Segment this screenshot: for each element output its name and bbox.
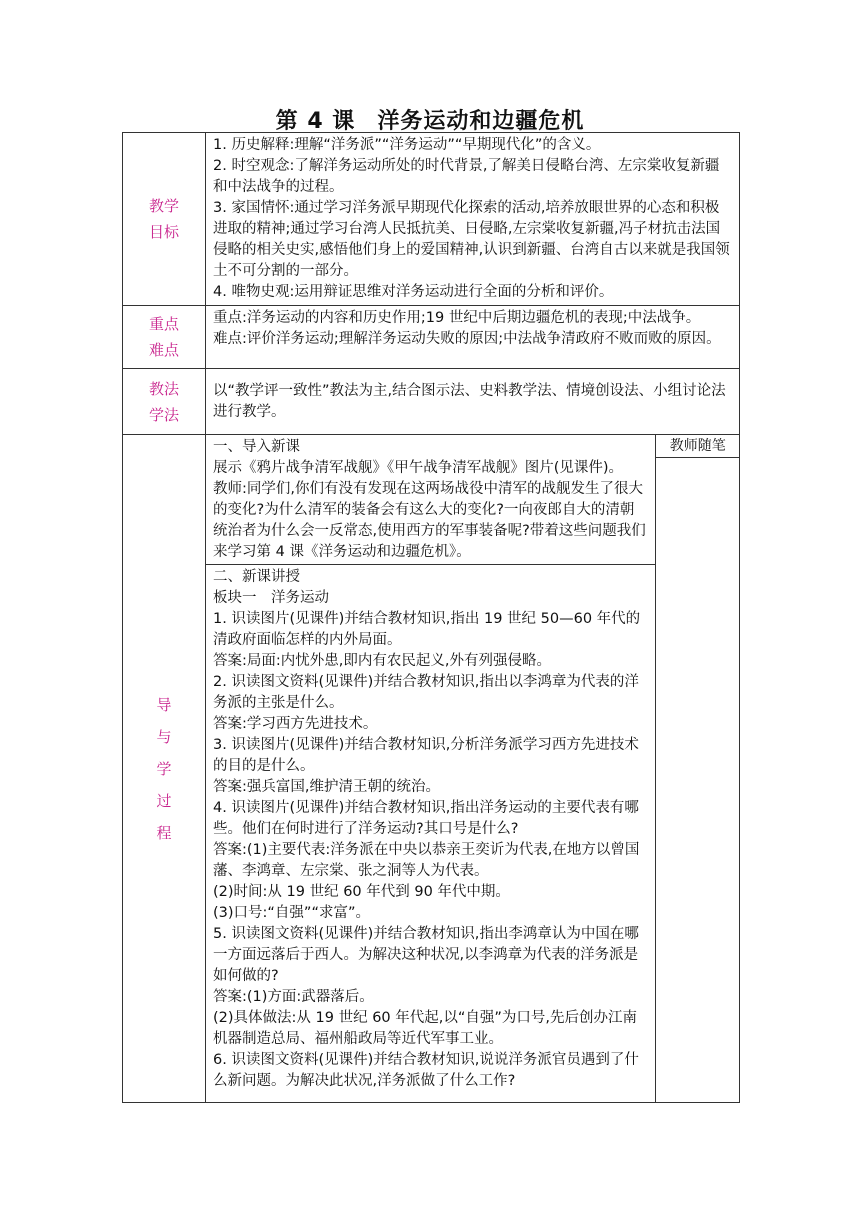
methods-label: [123, 369, 206, 435]
label-line: 学: [156, 759, 172, 778]
lesson-line: 答案:局面:内忧外患,即内有农民起义,外有列强侵略。: [213, 653, 551, 669]
lesson-heading: 二、新课讲授: [213, 569, 300, 585]
lesson-line: (2)时间:从 19 世纪 60 年代到 90 年代中期。: [213, 884, 510, 900]
lesson-line: 4. 识读图片(见课件)并结合教材知识,指出洋务运动的主要代表有哪些。他们在何时进行了洋务运动?其口号是什么?: [213, 800, 639, 837]
intro-line: 展示《鸦片战争清军战舰》《甲午战争清军战舰》图片(见课件)。: [213, 460, 624, 476]
label-line: 目标: [148, 223, 179, 241]
lesson-block: [206, 565, 655, 1103]
intro-heading: 一、导入新课: [213, 439, 300, 455]
objective-item: 4. 唯物史观:运用辩证思维对洋务运动进行全面的分析和评价。: [213, 284, 614, 300]
lesson-line: 1. 识读图片(见课件)并结合教材知识,指出 19 世纪 50—60 年代的清政府面临怎样的内外局面。: [213, 611, 641, 648]
intro-block: [206, 435, 655, 565]
lesson-line: 答案:学习西方先进技术。: [213, 716, 378, 732]
key-point-item: 难点:评价洋务运动;理解洋务运动失败的原因;中法战争清政府不败而败的原因。: [213, 331, 721, 347]
lesson-plan-table: [122, 132, 740, 1103]
process-row: [123, 435, 740, 1103]
lesson-line: (2)具体做法:从 19 世纪 60 年代起,以“自强”为口号,先后创办江南机器制造总局、福州船政局等近代军事工业。: [213, 1010, 638, 1047]
lesson-line: 答案:强兵富国,维护清王朝的统治。: [213, 779, 440, 795]
objective-item: 3. 家国情怀:通过学习洋务派早期现代化探索的活动,培养放眼世界的心态和积极进取的精神;通过学习台湾人民抵抗美、日侵略,左宗棠收复新疆,冯子材抗击法国侵略的相关史实,感悟他们身上的爱国精神,认识到新疆、台湾自古以来就是我国领土不可分割的一部分。: [213, 200, 730, 279]
label-line: 与: [156, 727, 172, 746]
page-title: [0, 104, 860, 135]
intro-line: 教师:同学们,你们有没有发现在这两场战役中清军的战舰发生了很大的变化?为什么清军的装备会有这么大的变化?一向夜郎自大的清朝统治者为什么会一反常态,使用西方的军事装备呢?带着这些问题我们来学习第 4 课《洋务运动和边疆危机》。: [213, 481, 646, 560]
label-line: 学法: [148, 405, 179, 424]
lesson-line: 2. 识读图文资料(见课件)并结合教材知识,指出以李鸿章为代表的洋务派的主张是什么。: [213, 674, 639, 711]
lesson-line: (3)口号:“自强”“求富”。: [213, 905, 370, 921]
lesson-title: 洋务运动和边疆危机: [377, 109, 585, 134]
process-body: [206, 435, 740, 1103]
objective-item: 1. 历史解释:理解“洋务派”“洋务运动”“早期现代化”的含义。: [213, 137, 601, 153]
lesson-number: 第 4 课: [275, 109, 356, 134]
lesson-line: 3. 识读图片(见课件)并结合教材知识,分析洋务派学习西方先进技术的目的是什么。: [213, 737, 639, 774]
teacher-notes-column: [655, 435, 740, 1102]
process-label: [123, 435, 206, 1103]
label-line: 教法: [148, 379, 179, 398]
key-points-row: [123, 306, 740, 369]
label-line: 程: [156, 823, 172, 842]
lesson-line: 答案:(1)方面:武器落后。: [213, 989, 374, 1005]
methods-row: [123, 369, 740, 435]
objectives-label: [123, 133, 206, 306]
lesson-line: 5. 识读图文资料(见课件)并结合教材知识,指出李鸿章认为中国在哪一方面远落后于西人。为解决这种状况,以李鸿章为代表的洋务派是如何做的?: [213, 926, 639, 984]
label-line: 重点: [148, 315, 179, 333]
label-line: 过: [156, 791, 172, 810]
methods-content: [206, 369, 740, 435]
label-line: 教学: [148, 197, 179, 215]
objective-item: 2. 时空观念:了解洋务运动所处的时代背景,了解美日侵略台湾、左宗棠收复新疆和中法战争的过程。: [213, 158, 720, 195]
key-points-label: [123, 306, 206, 369]
label-line: 难点: [148, 341, 179, 359]
lesson-subheading: 板块一 洋务运动: [213, 590, 329, 606]
objectives-row: [123, 133, 740, 306]
teacher-notes-header: 教师随笔: [656, 435, 741, 458]
method-item: 以“教学评一致性”教法为主,结合图示法、史料教学法、情境创设法、小组讨论法进行教学。: [213, 383, 726, 420]
process-inner-table: [206, 435, 740, 1102]
objectives-content: [206, 133, 740, 306]
key-points-content: [206, 306, 740, 369]
key-point-item: 重点:洋务运动的内容和历史作用;19 世纪中后期边疆危机的表现;中法战争。: [213, 310, 701, 326]
label-line: 导: [156, 695, 172, 714]
lesson-line: 6. 识读图文资料(见课件)并结合教材知识,说说洋务派官员遇到了什么新问题。为解决此状况,洋务派做了什么工作?: [213, 1052, 639, 1089]
lesson-line: 答案:(1)主要代表:洋务派在中央以恭亲王奕䜣为代表,在地方以曾国藩、李鸿章、左宗棠、张之洞等人为代表。: [213, 842, 640, 879]
